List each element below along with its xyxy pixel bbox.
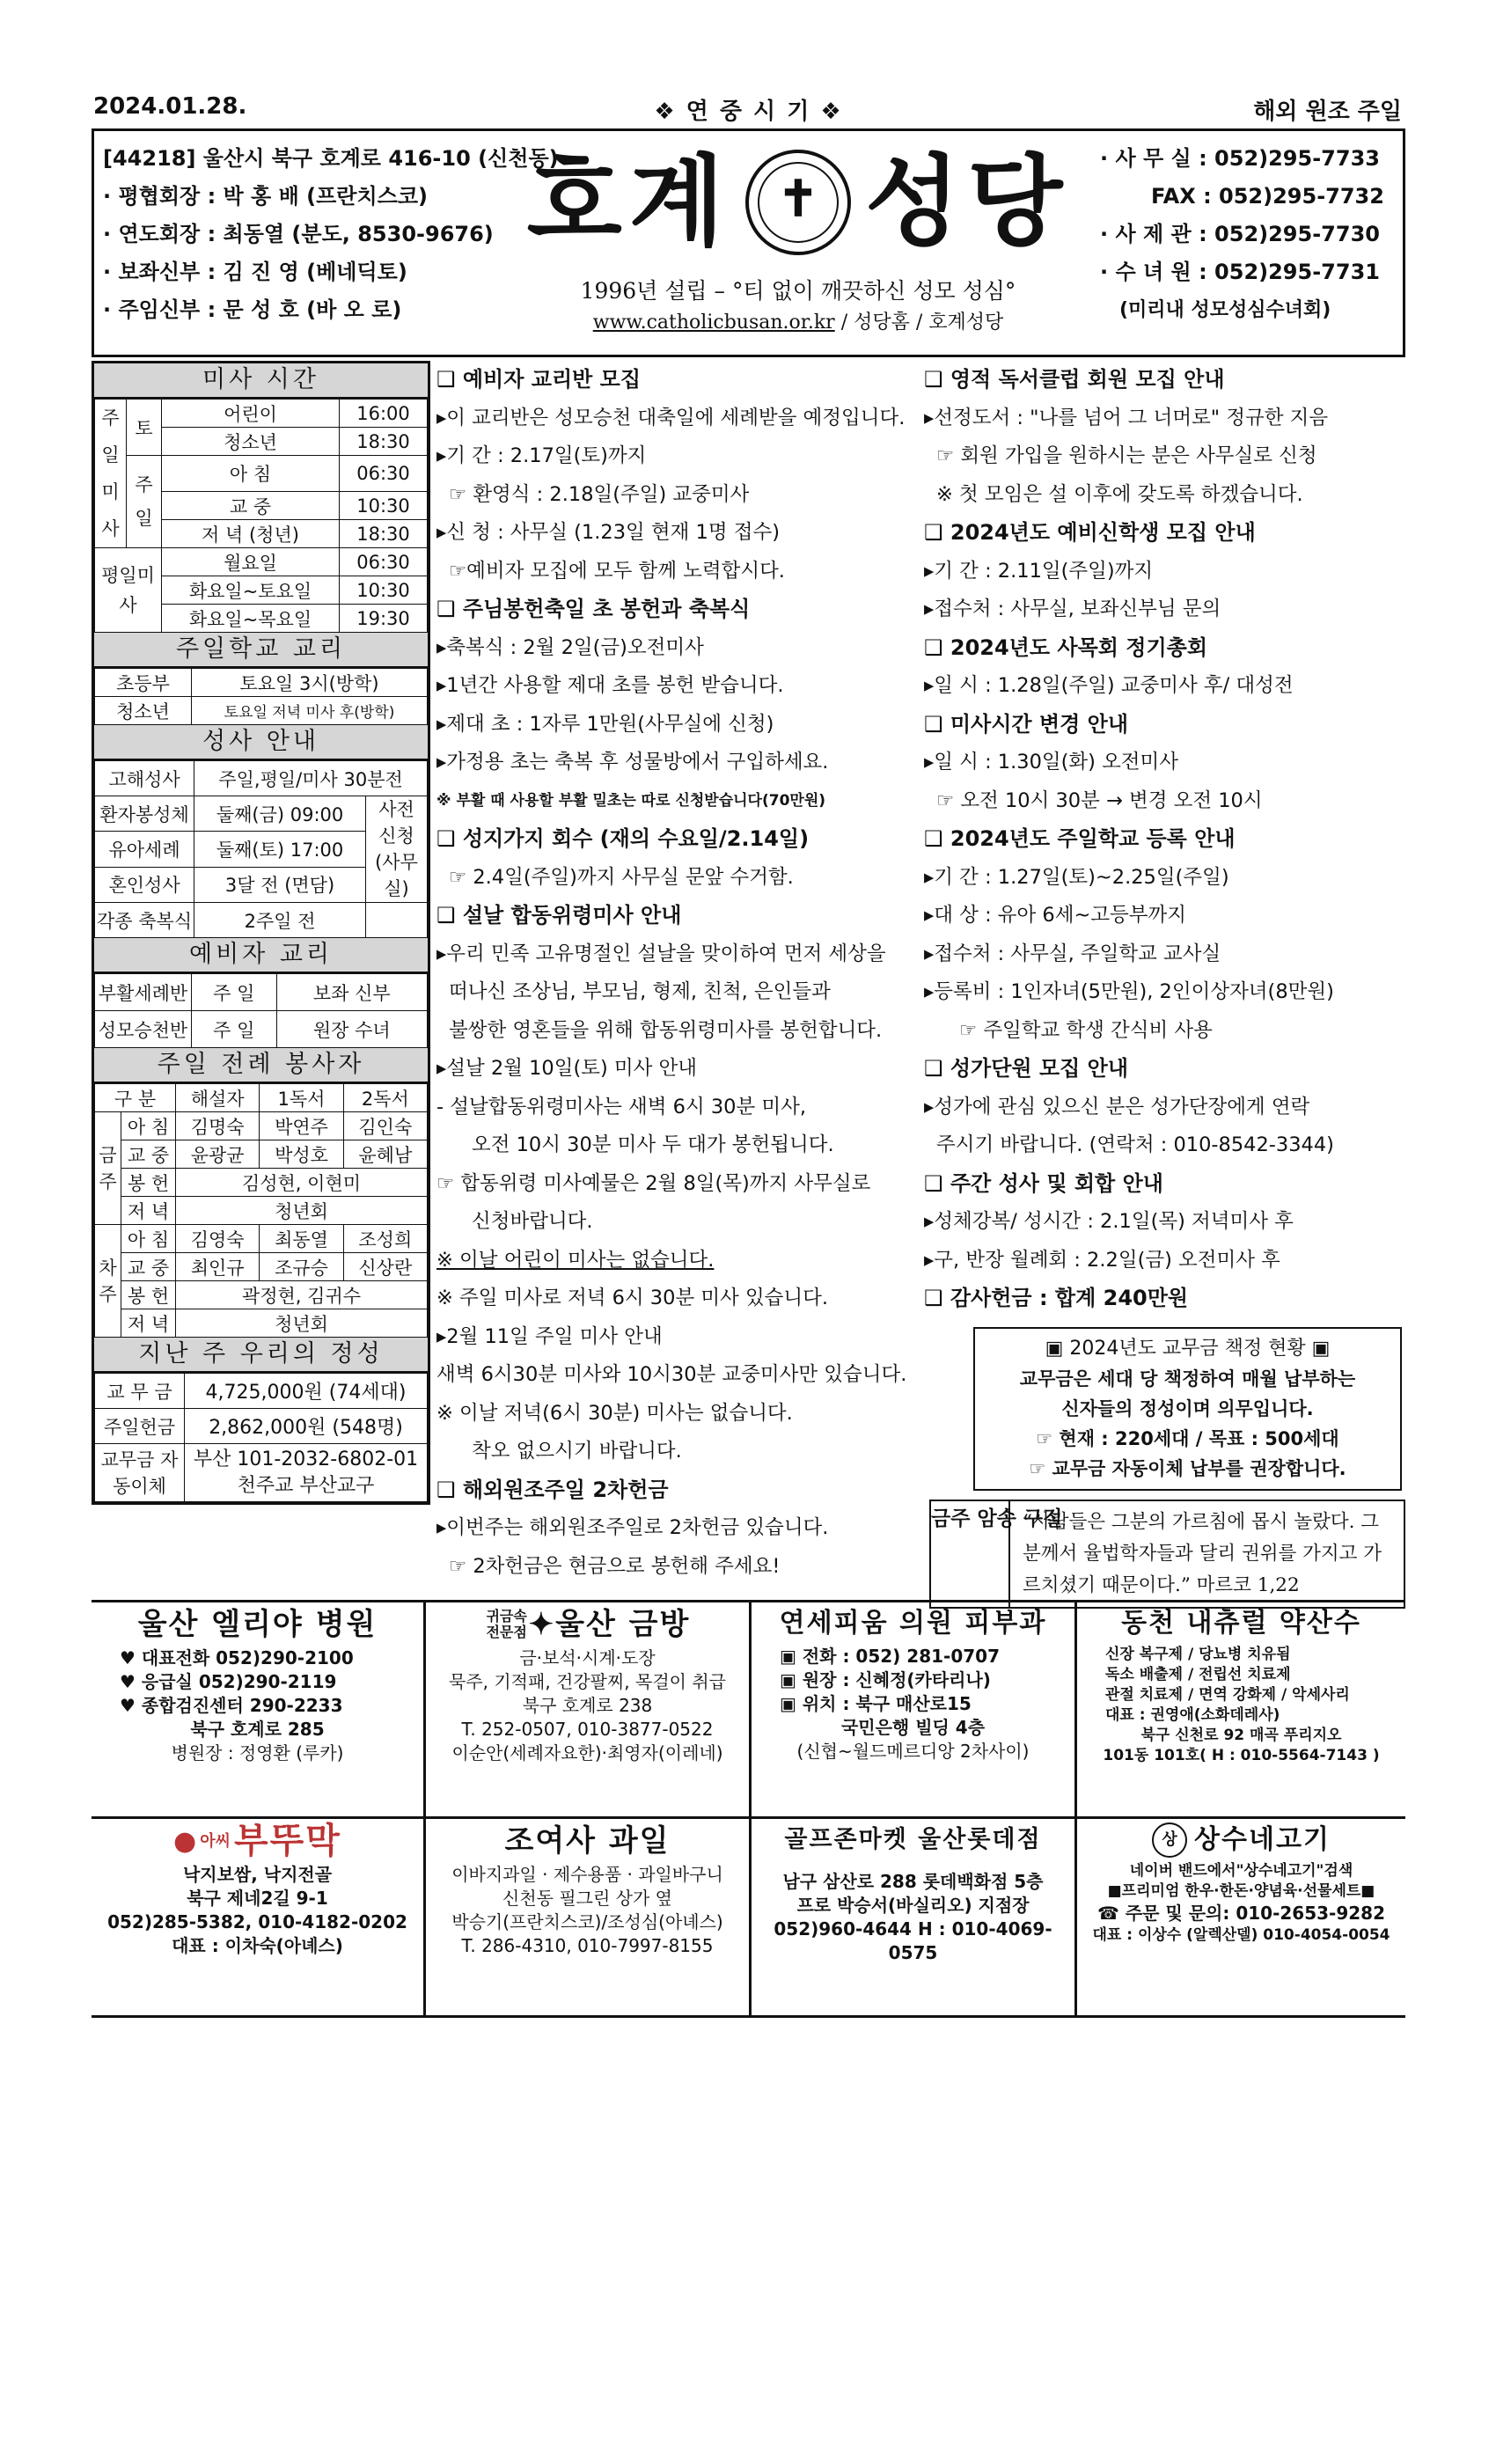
website-link[interactable]: www.catholicbusan.or.kr bbox=[592, 312, 835, 334]
notice-line: ☞예비자 모집에 모두 함께 노력합시다. bbox=[449, 559, 785, 583]
top-bar bbox=[92, 88, 1405, 128]
notices-column-right bbox=[924, 361, 1405, 1609]
logo-icon: 상 bbox=[1152, 1822, 1187, 1858]
ad-row bbox=[92, 1819, 1405, 2018]
notice-line: ▸등록비 : 1인자녀(5만원), 2인이상자녀(8만원) bbox=[924, 980, 1334, 1003]
ad-fruit: 조여사 과일 이바지과일 · 제수용품 · 과일바구니 신천동 필그린 상가 옆 박승기(프란치스코)/조성심(아녜스) T. 286-4310, 010-7997-8155 bbox=[426, 1819, 752, 2015]
staff-line: · 평협회장 : 박 홍 배 (프란치스코) bbox=[103, 184, 428, 209]
notice-line: ▸대 상 : 유아 6세~고등부까지 bbox=[924, 904, 1187, 927]
notice-heading: ❑ 예비자 교리반 모집 bbox=[436, 367, 642, 392]
website: www.catholicbusan.or.kr / 성당홈 / 호계성당 bbox=[592, 312, 1004, 334]
notice-line: ※ 부활 때 사용할 부활 밀초는 따로 신청받습니다(70만원) bbox=[436, 791, 826, 810]
mass-table: 주일미사 토 어린이 16:00 청소년 18:30 주일 아 침 06:30 교 중 10:30 저 녁 (청년) 18:30 평일미사 월요일 06:30 화요일~토요일 10:30 화요일~목요일 19:30 bbox=[94, 399, 428, 633]
ad-clinic: 연세피움 의원 피부과 ▣ 전화 : 052) 281-0707 ▣ 원장 : 신혜정(카타리나) ▣ 위치 : 북구 매산로15 국민은행 빌딩 4층 (신협~월드메르디앙 2차사이) bbox=[752, 1602, 1077, 1816]
contact-line: · 수 녀 원 : 052)295-7731 bbox=[1100, 260, 1380, 284]
notice-heading: ❑ 성지가지 회수 (재의 수요일/2.14일) bbox=[436, 826, 810, 851]
parish-brand bbox=[525, 136, 1071, 337]
memory-verse-box bbox=[929, 1500, 1405, 1609]
notice-line: ▸접수처 : 사무실, 주일학교 교사실 bbox=[924, 942, 1221, 965]
memory-verse-text: “사람들은 그분의 가르침에 몹시 놀랐다. 그분께서 율법학자들과 달리 권위를 가지고 가르치셨기 때문이다.” 마르코 1,22 bbox=[1023, 1510, 1382, 1596]
catechumen-table: 부활세례반 주 일 보좌 신부 성모승천반 주 일 원장 수녀 bbox=[94, 973, 428, 1048]
notice-line: ▸기 간 : 2.11일(주일)까지 bbox=[924, 559, 1154, 583]
section-title: 지난 주 우리의 정성 bbox=[94, 1338, 428, 1373]
notice-line: ☞ 회원 가입을 원하시는 분은 사무실로 신청 bbox=[936, 444, 1317, 467]
sacraments-table: 고해성사 주일,평일/미사 30분전 환자봉성체 둘째(금) 09:00 사전 신청 (사무실) 유아세례 둘째(토) 17:00 혼인성사 3달 전 (면담) 각종 축복식 2주일 전 bbox=[94, 760, 428, 938]
notice-line: 떠나신 조상님, 부모님, 형제, 친척, 은인들과 bbox=[449, 980, 831, 1003]
notice-line: 불쌍한 영혼들을 위해 합동위령미사를 봉헌합니다. bbox=[449, 1018, 883, 1042]
notice-line: ▸신 청 : 사무실 (1.23일 현재 1명 접수) bbox=[436, 521, 780, 544]
section-title: 주일학교 교리 bbox=[94, 633, 428, 668]
section-title: 주일 전례 봉사자 bbox=[94, 1048, 428, 1083]
notice-line: ☞ 환영식 : 2.18일(주일) 교중미사 bbox=[449, 482, 750, 506]
section-title: 예비자 교리 bbox=[94, 938, 428, 973]
school-table: 초등부 토요일 3시(방학) 청소년 토요일 저녁 미사 후(방학) bbox=[94, 668, 428, 725]
notice-line: ▸접수처 : 사무실, 보좌신부님 문의 bbox=[924, 598, 1221, 620]
convent-name: (미리내 성모성심수녀회) bbox=[1119, 299, 1331, 321]
notice-heading: ❑ 해외원조주일 2차헌금 bbox=[436, 1477, 669, 1502]
notice-line: ▸제대 초 : 1자루 1만원(사무실에 신청) bbox=[436, 712, 774, 736]
staff-line: · 보좌신부 : 김 진 영 (베네딕토) bbox=[103, 260, 407, 284]
notice-line: ▸2월 11일 주일 미사 안내 bbox=[436, 1324, 663, 1348]
notice-heading: ❑ 감사헌금 : 합계 240만원 bbox=[924, 1286, 1189, 1310]
issue-date: 2024.01.28. bbox=[93, 93, 247, 120]
notice-line: ▸구, 반장 월례회 : 2.2일(금) 오전미사 후 bbox=[924, 1248, 1280, 1272]
notice-heading: ❑ 2024년도 사목회 정기총회 bbox=[924, 634, 1208, 660]
notice-heading: ❑ 주간 성사 및 회합 안내 bbox=[924, 1170, 1163, 1196]
notice-line: ▸가정용 초는 축복 후 성물방에서 구입하세요. bbox=[436, 751, 829, 774]
notice-line: ☞ 주일학교 학생 간식비 사용 bbox=[959, 1018, 1213, 1042]
finance-table: 교 무 금 4,725,000원 (74세대) 주일헌금 2,862,000원 (548명) 교무금 자동이체 부산 101-2032-6802-01 천주교 부산교구 bbox=[94, 1373, 428, 1502]
sparkle-icon: ✦ bbox=[528, 1607, 556, 1642]
advertisements bbox=[92, 1600, 1405, 2018]
notice-line: ※ 이날 저녁(6시 30분) 미사는 없습니다. bbox=[436, 1401, 793, 1425]
notice-line: 착오 없으시기 바랍니다. bbox=[472, 1440, 682, 1463]
section-title: 성사 안내 bbox=[94, 725, 428, 760]
ad-restaurant: ● 아씨 부뚜막 낙지보쌈, 낙지전골 북구 제네2길 9-1 052)285-5382, 010-4182-0202 대표 : 이차숙(아녜스) bbox=[92, 1819, 426, 2015]
ad-butcher: 상 상수네고기 네이버 밴드에서"상수네고기"검색 ■프리미엄 한우·한돈·양념육·선물세트■ ☎ 주문 및 문의: 010-2653-9282 대표 : 이상수 (알렉산델) 010-4054-0054 bbox=[1092, 1824, 1390, 1944]
servers-table: 구 분 해설자 1독서 2독서 금주 아 침 김명숙 박연주 김인숙 교 중 윤광균 박성호 윤혜남 봉 헌 김성현, 이현미 저 녁 청년회 차주 아 침 김영숙 최동열 조성희 교 중 최인규 조규승 신상란 봉 헌 곽정현, 김귀수 저 녁 청년회 bbox=[94, 1083, 428, 1338]
notice-line: ※ 주일 미사로 저녁 6시 30분 미사 있습니다. bbox=[436, 1287, 829, 1309]
ad-water: 동천 내츄럴 약산수 신장 복구제 / 당뇨병 치유됨 독소 배출제 / 전립선 치료제 관절 치료제 / 면역 강화제 / 악세사리 대표 : 권영애(소화데레사) 북구 신천로 92 매곡 푸리지오 101동 101호( H : 010-5564-7143 ) bbox=[1103, 1608, 1380, 1764]
notice-line: - 설날합동위령미사는 새벽 6시 30분 미사, bbox=[436, 1095, 807, 1118]
memory-verse-label: 금주 암송 구절 bbox=[931, 1501, 1010, 1607]
bulletin-page bbox=[92, 88, 1405, 1963]
pot-icon: ● bbox=[173, 1825, 197, 1857]
notice-heading: ❑ 성가단원 모집 안내 bbox=[924, 1056, 1129, 1081]
notice-line: ▸기 간 : 1.27일(토)~2.25일(주일) bbox=[924, 865, 1229, 889]
masthead bbox=[92, 128, 1405, 357]
notice-line: ※ 이날 어린이 미사는 없습니다. bbox=[436, 1248, 715, 1272]
notice-line: ☞ 오전 10시 30분 → 변경 오전 10시 bbox=[936, 788, 1263, 812]
notices-column-center bbox=[436, 361, 916, 1586]
notice-line: ▸설날 2월 10일(토) 미사 안내 bbox=[436, 1057, 698, 1080]
ad-jewelry: 귀금속 전문점 ✦ 울산 금방 금·보석·시계·도장 묵주, 기적패, 건강팔찌, 목걸이 취급 북구 호계로 238 T. 252-0507, 010-3877-0522 이순안(세례자요한)·최영자(이레네) bbox=[426, 1602, 752, 1816]
notice-line: ※ 첫 모임은 설 이후에 갖도록 하겠습니다. bbox=[936, 482, 1303, 506]
schedule-column bbox=[92, 361, 430, 1505]
dues-status-box: ▣ 2024년도 교무금 책정 현황 ▣ 교무금은 세대 당 책정하여 매월 납부하는 신자들의 정성이며 의무입니다. ☞ 현재 : 220세대 / 목표 : 500세대 ☞ 교무금 자동이체 납부를 권장합니다. bbox=[973, 1327, 1402, 1491]
tagline: 1996년 설립 – °티 없이 깨끗하신 성모 성심° bbox=[580, 278, 1016, 304]
contact-line: · 사 무 실 : 052)295-7733 bbox=[1100, 146, 1380, 171]
contacts bbox=[1100, 140, 1390, 329]
notice-line: ☞ 2.4일(주일)까지 사무실 문앞 수거함. bbox=[449, 865, 794, 889]
ad-row bbox=[92, 1602, 1405, 1819]
notice-heading: ❑ 주님봉헌축일 초 봉헌과 축복식 bbox=[436, 597, 751, 621]
notice-line: ▸성가에 관심 있으신 분은 성가단장에게 연락 bbox=[924, 1095, 1310, 1118]
ad-golf: 골프존마켓 울산롯데점 남구 삼산로 288 롯데백화점 5층 프로 박승서(바실리오) 지점장 052)960-4644 H : 010-4069-0575 bbox=[752, 1819, 1077, 2015]
liturgical-season: ❖ 연 중 시 기 ❖ bbox=[654, 99, 843, 125]
notice-heading: ❑ 2024년도 예비신학생 모집 안내 bbox=[924, 520, 1256, 545]
parish-title: 호계 ✝ 성당 bbox=[525, 136, 1071, 268]
parish-seal-icon bbox=[745, 150, 851, 255]
notice-line: 신청바랍니다. bbox=[472, 1210, 593, 1233]
address: [44218] 울산시 북구 호계로 416-10 (신천동) bbox=[103, 146, 559, 171]
notice-line: ▸선정도서 : "나를 넘어 그 너머로" 정규한 지음 bbox=[924, 406, 1329, 429]
notice-line: ▸기 간 : 2.17일(토)까지 bbox=[436, 444, 647, 467]
ad-hospital: 울산 엘리야 병원 ♥ 대표전화 052)290-2100 ♥ 응급실 052)290-2119 ♥ 종합검진센터 290-2233 북구 호계로 285 병원장 : 정영환 (루카) bbox=[92, 1602, 426, 1816]
notice-heading: ❑ 미사시간 변경 안내 bbox=[924, 711, 1129, 737]
notice-line: ☞ 2차헌금은 현금으로 봉헌해 주세요! bbox=[449, 1554, 781, 1578]
notice-line: ▸1년간 사용할 제대 초를 봉헌 받습니다. bbox=[436, 674, 784, 697]
notice-line: 오전 10시 30분 미사 두 대가 봉헌됩니다. bbox=[472, 1133, 834, 1156]
notice-line: 새벽 6시30분 미사와 10시30분 교중미사만 있습니다. bbox=[436, 1363, 907, 1386]
notice-heading: ❑ 2024년도 주일학교 등록 안내 bbox=[924, 826, 1236, 851]
notice-line: ▸축복식 : 2월 2일(금)오전미사 bbox=[436, 635, 704, 659]
staff-info bbox=[103, 140, 596, 329]
contact-line: · 사 제 관 : 052)295-7730 bbox=[1100, 222, 1380, 246]
notice-heading: ❑ 영적 독서클럽 회원 모집 안내 bbox=[924, 367, 1225, 392]
notice-line: ▸이 교리반은 성모승천 대축일에 세례받을 예정입니다. bbox=[436, 406, 906, 429]
staff-line: · 연도회장 : 최동열 (분도, 8530-9676) bbox=[103, 222, 494, 246]
notice-line: ▸우리 민족 고유명절인 설날을 맞이하여 먼저 세상을 bbox=[436, 942, 886, 965]
notice-line: ▸성체강복/ 성시간 : 2.1일(목) 저녁미사 후 bbox=[924, 1210, 1294, 1233]
notice-line: ☞ 합동위령 미사예물은 2월 8일(목)까지 사무실로 bbox=[436, 1171, 871, 1195]
contact-line: FAX : 052)295-7732 bbox=[1151, 184, 1384, 209]
notice-line: ▸이번주는 해외원조주일로 2차헌금 있습니다. bbox=[436, 1516, 829, 1539]
notice-line: ▸일 시 : 1.30일(화) 오전미사 bbox=[924, 751, 1179, 774]
staff-line: · 주임신부 : 문 성 호 (바 오 로) bbox=[103, 297, 402, 322]
notice-line: 주시기 바랍니다. (연락처 : 010-8542-3344) bbox=[936, 1133, 1334, 1156]
notice-line: ▸일 시 : 1.28일(주일) 교중미사 후/ 대성전 bbox=[924, 674, 1294, 697]
notice-heading: ❑ 설날 합동위령미사 안내 bbox=[436, 903, 682, 928]
section-title: 미사 시간 bbox=[94, 363, 428, 399]
sunday-name: 해외 원조 주일 bbox=[1253, 99, 1402, 125]
